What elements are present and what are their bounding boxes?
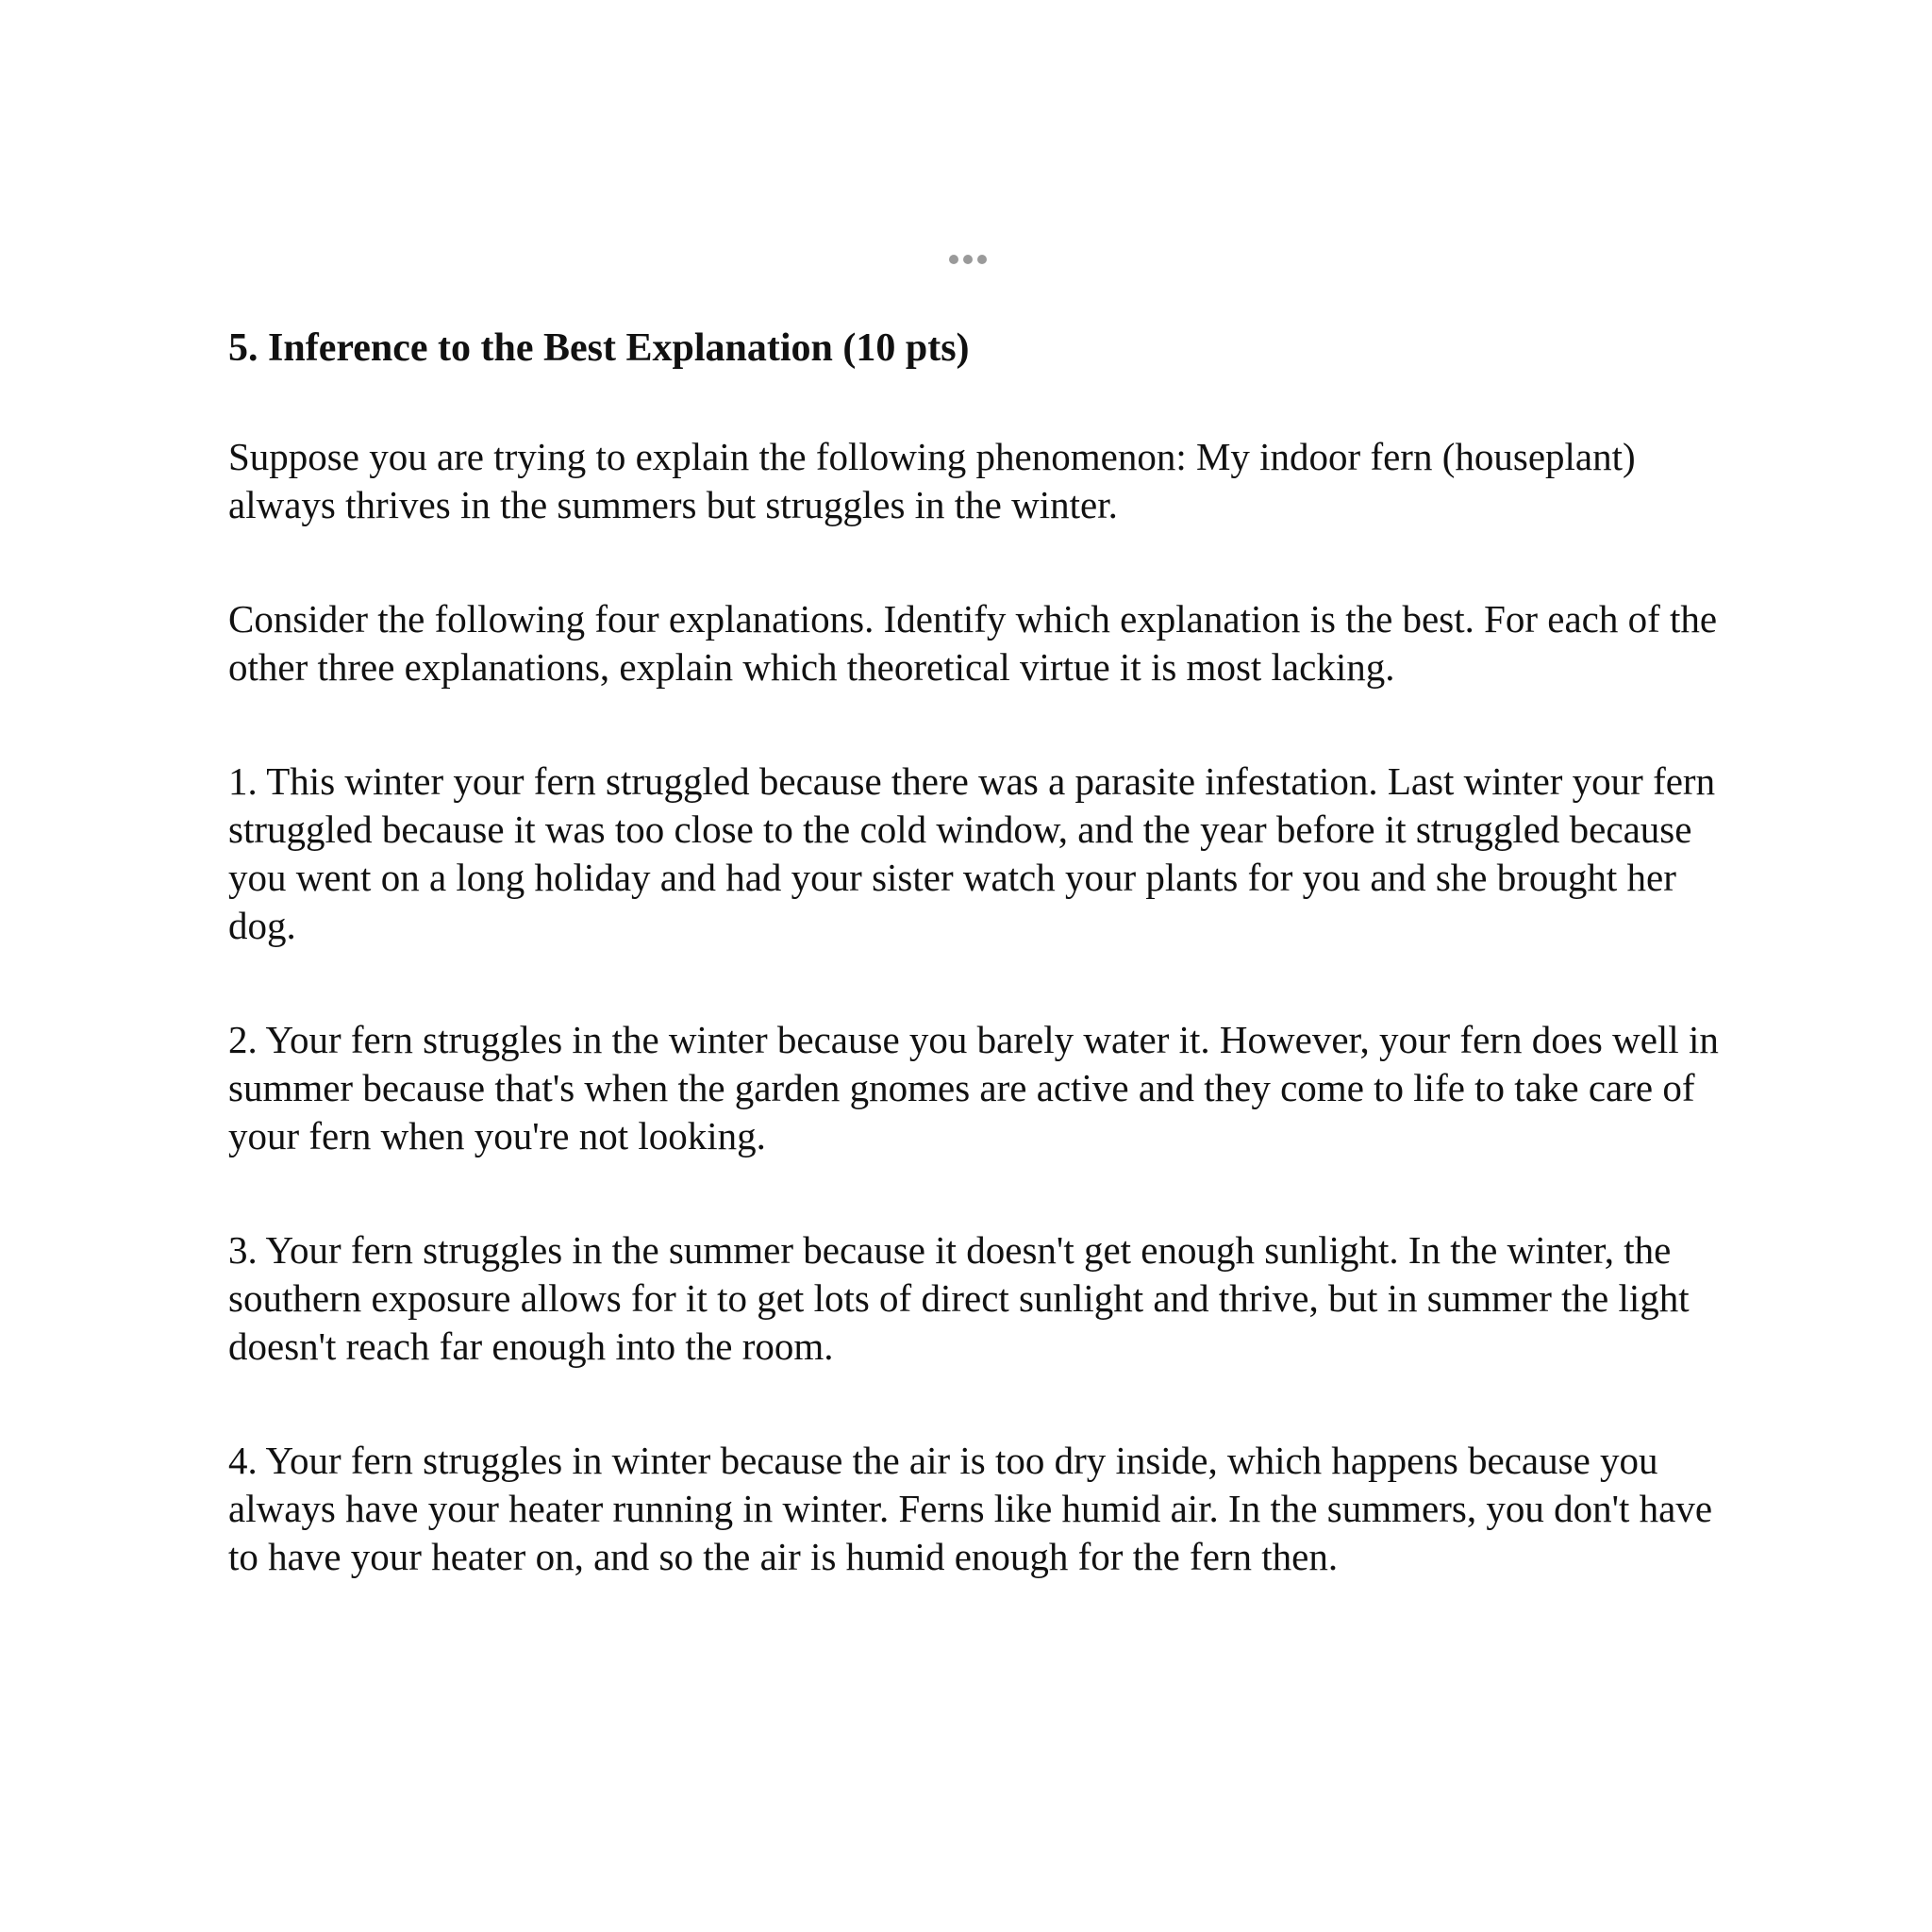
instructions-text: Consider the following four explanations. Identify which explanation is the best. For each of the other three explanations, explain which theoretical virtue it is most lacking. [228,597,1718,689]
phenomenon-text: Suppose you are trying to explain the following phenomenon: My indoor fern (houseplant) always thrives in the summers but struggles in the winter. [228,435,1636,526]
explanation-option-1: 1. This winter your fern struggled because there was a parasite infestation. Last winter your fern struggled because it was too close to the cold window, and the year before it struggled because you went on a long holiday and had your sister watch your plants for you and she brought her dog. [228,759,1716,947]
dot [949,255,958,264]
more-options-icon[interactable] [949,255,987,264]
dot [977,255,987,264]
explanation-option-3: 3. Your fern struggles in the summer because it doesn't get enough sunlight. In the winter, the southern exposure allows for it to get lots of direct sunlight and thrive, but in summer the light doesn't reach far enough into the room. [228,1228,1690,1368]
explanation-option-4: 4. Your fern struggles in winter because the air is too dry inside, which happens because you always have your heater running in winter. Ferns like humid air. In the summers, you don't have to have your heater on, and so the air is humid enough for the fern then. [228,1439,1713,1578]
explanation-option-2: 2. Your fern struggles in the winter because you barely water it. However, your fern does well in summer because that's when the garden gnomes are active and they come to life to take care of your fern when you're not looking. [228,1018,1719,1158]
dot [963,255,973,264]
question-content [228,325,1728,1647]
question-title: 5. Inference to the Best Explanation (10 pts) [228,326,970,370]
